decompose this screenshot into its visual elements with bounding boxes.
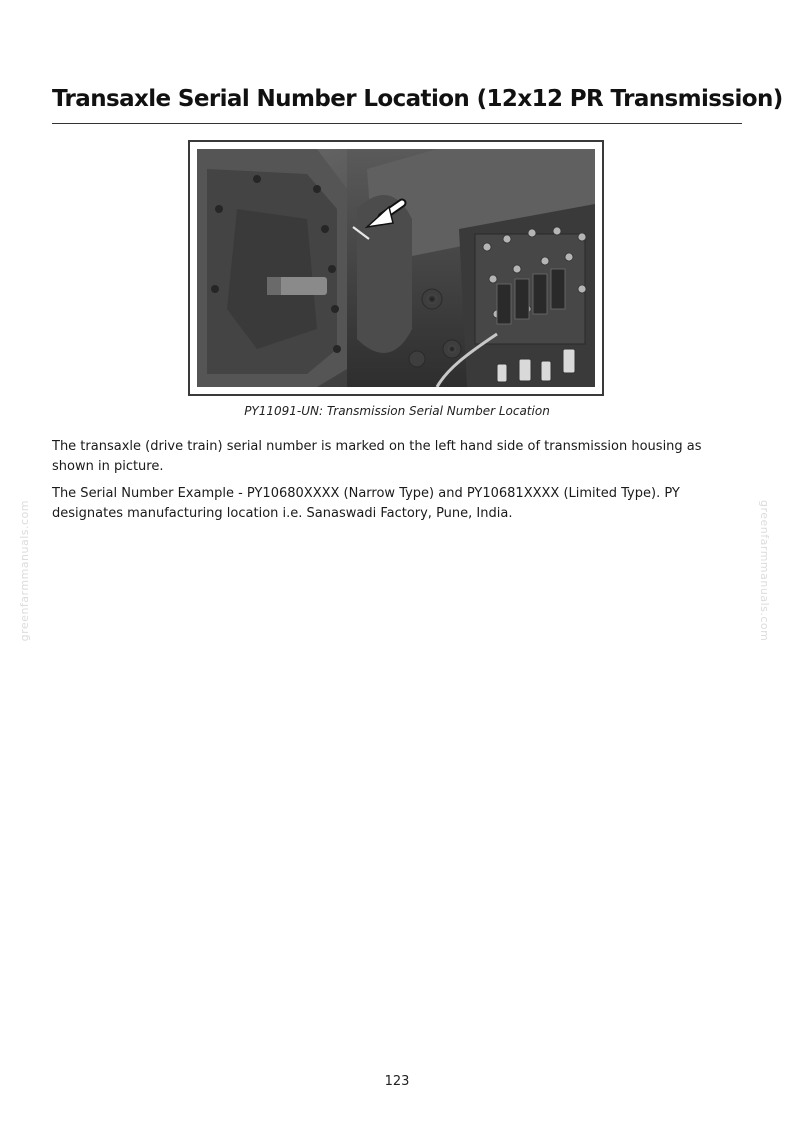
figure-frame bbox=[188, 140, 604, 396]
figure-caption: PY11091-UN: Transmission Serial Number Location bbox=[244, 404, 550, 418]
transmission-housing-photo bbox=[197, 149, 595, 387]
title-divider bbox=[52, 123, 742, 124]
watermark-right: greenfarmmanuals.com bbox=[758, 500, 771, 642]
paragraph-serial-location: The transaxle (drive train) serial number is marked on the left hand side of transmission housing as shown in picture. bbox=[52, 439, 702, 474]
page-title: Transaxle Serial Number Location (12x12 PR Transmission) bbox=[52, 86, 783, 112]
page-number: 123 bbox=[384, 1074, 410, 1089]
paragraph-serial-example: The Serial Number Example - PY10680XXXX (Narrow Type) and PY10681XXXX (Limited Type). PY designates manufacturing location i.e. Sanaswadi Factory, Pune, India. bbox=[52, 486, 680, 521]
watermark-left: greenfarmmanuals.com bbox=[18, 500, 31, 642]
